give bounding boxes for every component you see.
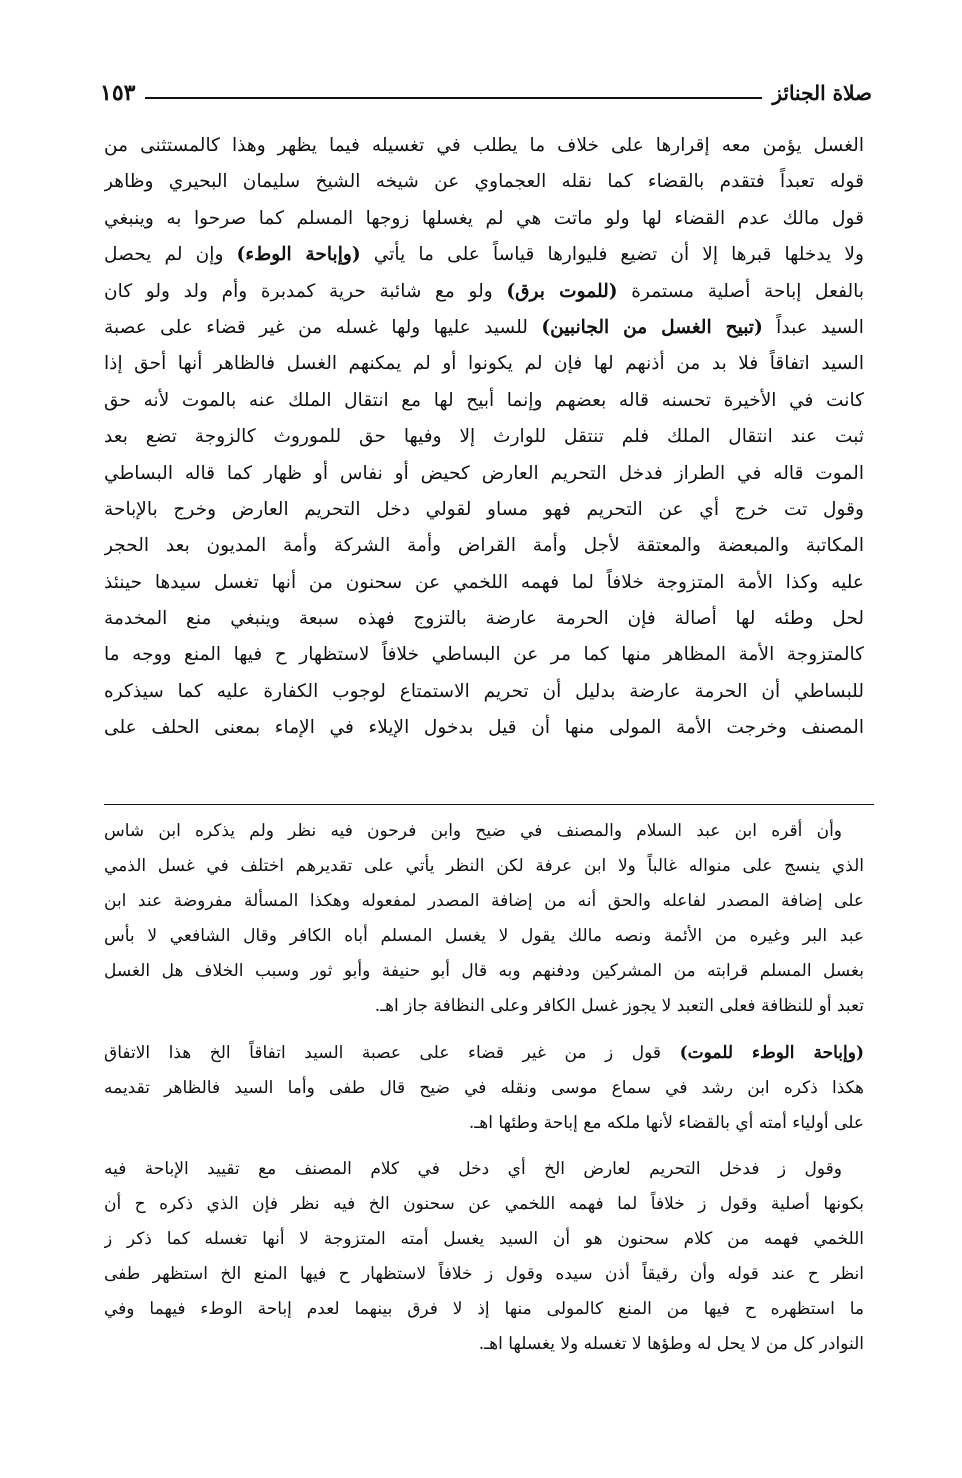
text-line: بغسل المسلم قرابته من المشركين ودفنهم وبه قال أبو حنيفة وأبو ثور وسبب الخلاف هل الغسل	[104, 961, 864, 981]
footnote-separator	[104, 804, 874, 805]
footnote-block	[104, 814, 864, 1024]
text-line: ثبت عند انتقال الملك فلم تنتقل للوارث إلا وفيها حق للموروث كالزوجة تضع بعد	[104, 426, 864, 448]
page-number: ١٥٣	[100, 80, 136, 106]
text-line: عليه وكذا الأمة المتزوجة خلافاً لما فهمه اللخمي عن سحنون من أنها تغسل سيدها حينئذ	[104, 571, 864, 593]
page-header	[100, 76, 872, 110]
text-line: قوله تعبداً فتقدم بالقضاء كما نقله العجماوي عن شيخه الشيخ سليمان البحيري وظاهر	[104, 171, 864, 193]
text-line: قول مالك عدم القضاء لها ولو ماتت هي لم يغسلها زوجها المسلم كما صرحوا به وينبغي	[104, 207, 864, 229]
running-title: صلاة الجنائز	[772, 81, 872, 105]
text-line: المصنف وخرجت الأمة المولى منها أن قيل بدخول الإيلاء في الإماء بمعنى الحلف على	[104, 717, 864, 739]
text-line: بكونها أصلية وقول ز خلافاً لما فهمه اللخمي عن سحنون الخ فيه نظر فإن الذي ذكره ح أن	[104, 1194, 864, 1214]
text-line: ولا يدخلها قبرها إلا أن تضيع فليوارها قياساً على ما يأتي (وإباحة الوطء) وإن لم يحصل	[104, 244, 864, 266]
footnote-block	[104, 1036, 864, 1141]
text-line: عبد البر وغيره من الأئمة ونصه مالك يقول لا يغسل المسلم أباه الكافر وقال الشافعي لا بأس	[104, 926, 864, 946]
text-line: على إضافة المصدر لفاعله والحق أنه من إضافة المصدر لمفعوله وهكذا المسألة مفروضة عند ابن	[104, 891, 864, 911]
text-line: وأن أقره ابن عبد السلام والمصنف في ضيح وابن فرحون فيه نظر ولم يذكره ابن شاس	[104, 821, 842, 841]
main-text	[104, 128, 864, 747]
text-line: الموت قاله في الطراز فدخل التحريم العارض كحيض أو نفاس أو ظهار كما قاله البساطي	[104, 462, 864, 484]
bold-term: (للموت برق)	[506, 280, 618, 302]
bold-term: (وإباحة الوطء)	[236, 244, 361, 266]
text-line: الذي ينسج على منواله غالباً ولا ابن عرفة لكن النظر يأتي على تقديرهم اختلف في غسل الذمي	[104, 856, 864, 876]
text-line: اللخمي فهمه من كلام سحنون هو أن السيد يغسل أمته المتزوجة لا أنها تغسله كما ذكر ز	[104, 1229, 864, 1249]
text-line: كالمتزوجة الأمة المظاهر منها كما مر عن البساطي خلافاً لاستظهار ح فيها المنع ووجه ما	[104, 644, 864, 666]
text-line: تعبد أو للنظافة فعلى التعبد لا يجوز غسل الكافر وعلى النظافة جاز اهـ.	[374, 996, 864, 1016]
text-line: على أولياء أمته أي بالقضاء لأنها ملكه مع إباحة وطئها اهـ.	[468, 1113, 864, 1133]
text-line: ما استظهره ح فيها من المنع كالمولى منها إذ لا فرق بينهما لعدم إباحة الوطء فيهما وفي	[104, 1299, 864, 1319]
footnote-block	[104, 1152, 864, 1362]
text-line: هكذا ذكره ابن رشد في سماع موسى ونقله في ضيح قال طفى وأما السيد فالظاهر تقديمه	[104, 1078, 864, 1098]
text-line: السيد اتفاقاً فلا بد من أذنهم لها فإن لم يكونوا أو لم يمكنهم الغسل فالظاهر أنها أحق إذا	[104, 353, 864, 375]
text-line: السيد عبداً (تبيح الغسل من الجانبين) للسيد عليها ولها غسله من غير قضاء على عصبة	[104, 316, 864, 338]
text-line: كانت في الأخيرة تحسنه قاله بعضهم وإنما أبيح لها مع انتقال الملك عنه بالموت لأنه حق	[104, 389, 864, 411]
text-line: لحل وطئه لها أصالة فإن الحرمة عارضة بالتزوج فهذه سبعة وينبغي منع المخدمة	[104, 608, 864, 630]
text-line: وقول تت خرج أي عن التحريم فهو مساو لقولي دخل التحريم العارض وخرج بالإباحة	[104, 498, 864, 520]
text-line: (وإباحة الوطء للموت) قول ز من غير قضاء على عصبة السيد اتفاقاً الخ هذا الاتفاق	[104, 1043, 864, 1063]
text-line: وقول ز فدخل التحريم لعارض الخ أي دخل في كلام المصنف مع تقييد الإباحة فيه	[104, 1159, 842, 1179]
text-line: المكاتبة والمبعضة والمعتقة لأجل وأمة القراض وأمة الشركة وأمة المديون بعد الحجر	[104, 535, 864, 557]
bold-term: (تبيح الغسل من الجانبين)	[541, 316, 763, 338]
bold-term: (وإباحة الوطء للموت)	[679, 1043, 864, 1063]
text-line: النوادر كل من لا يحل له وطؤها لا تغسله ولا يغسلها اهـ.	[478, 1334, 864, 1354]
text-line: للبساطي أن الحرمة عارضة بدليل أن تحريم الاستمتاع لوجوب الكفارة عليه كما سيذكره	[104, 680, 864, 702]
text-line: بالفعل إباحة أصلية مستمرة (للموت برق) ولو مع شائبة حرية كمدبرة وأم ولد ولو كان	[104, 280, 864, 302]
text-line: انظر ح عند قوله وأن رقيقاً أذن سيده وقول ز خلافاً لاستظهار ح فيها المنع الخ استظهر طفى	[104, 1264, 864, 1284]
text-line: الغسل يؤمن معه إقرارها على خلاف ما يطلب في تغسيله فيما يظهر وهذا كالمستثنى من	[104, 135, 864, 156]
header-rule	[145, 97, 762, 99]
